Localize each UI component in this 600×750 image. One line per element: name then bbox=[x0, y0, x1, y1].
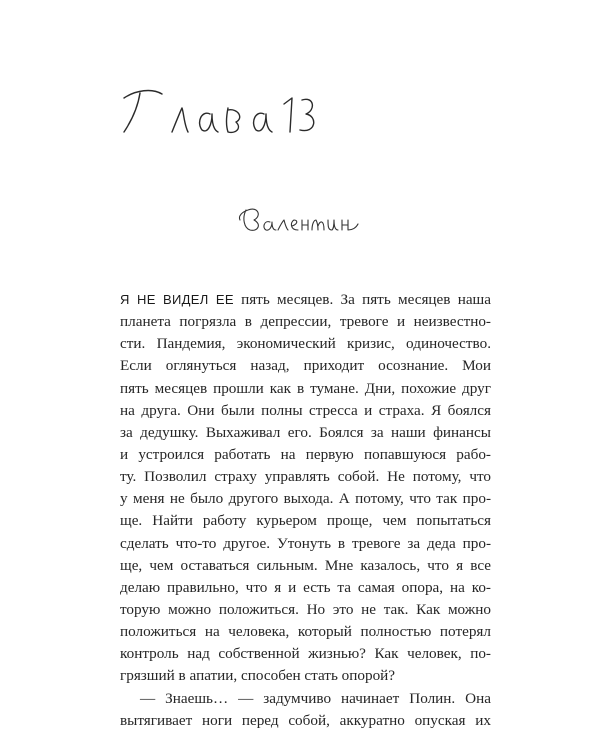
text-line: контроль над собственной жизнью? Как человек, по- bbox=[120, 645, 491, 663]
text-line: сделать что-то другое. Утонуть в тревоге за деда про- bbox=[120, 534, 491, 552]
text-line: сти. Пандемия, экономический кризис, одиночество. bbox=[120, 335, 491, 353]
text-line: за дедушку. Выхаживал его. Боялся за наши финансы bbox=[120, 423, 491, 441]
text-line bbox=[120, 289, 491, 311]
text-line: на друга. Они были полны стресса и страха. Я боялся bbox=[120, 401, 491, 419]
text-line: ту. Позволил страху управлять собой. Не потому, что bbox=[120, 468, 491, 486]
text-line: планета погрязла в депрессии, тревоге и неизвестно- bbox=[120, 313, 491, 331]
text-line: положиться на человека, который полностью потерял bbox=[120, 623, 491, 641]
chapter-title bbox=[118, 78, 318, 148]
text-line: ще, чем оставаться сильным. Мне казалось, что я все bbox=[120, 556, 491, 574]
text-line: Если оглянуться назад, приходит осознание. Мои bbox=[120, 357, 491, 375]
text-line: вытягивает ноги перед собой, аккуратно опуская их bbox=[120, 711, 491, 729]
text-line: — Знаешь… — задумчиво начинает Полин. Она bbox=[140, 689, 491, 707]
narrator-name bbox=[236, 200, 361, 240]
text-line: делаю правильно, что я и есть та самая опора, на ко- bbox=[120, 578, 491, 596]
text-line-rest: пять месяцев. За пять месяцев наша bbox=[233, 291, 491, 308]
text-line: пять месяцев прошли как в тумане. Дни, похожие друг bbox=[120, 379, 491, 397]
text-line: грязший в апатии, способен стать опорой? bbox=[120, 667, 396, 685]
text-line: у меня не было другого выхода. А потому, что так про- bbox=[120, 490, 491, 508]
chapter-body-text bbox=[120, 289, 491, 732]
text-line: и устроился работать на первую попавшуюся рабо- bbox=[120, 445, 491, 463]
text-line: торую можно положиться. Но это не так. Как можно bbox=[120, 600, 491, 618]
lead-caps: Я НЕ ВИДЕЛ ЕЕ bbox=[120, 292, 234, 307]
text-line: ще. Найти работу курьером проще, чем попытаться bbox=[120, 512, 491, 530]
